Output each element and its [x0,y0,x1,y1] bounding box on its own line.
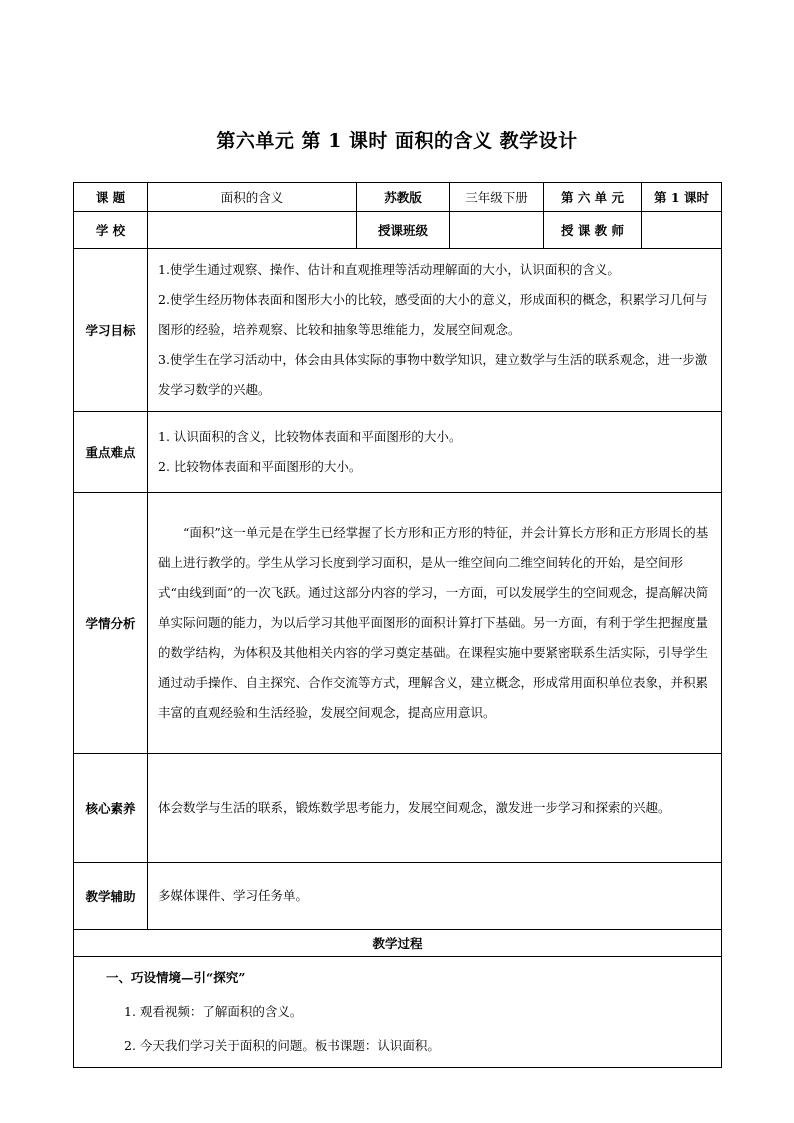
teacher-label: 授 课 教 师 [544,212,642,249]
process-row [74,957,722,1068]
aids-text: 多媒体课件、学习任务单。 [158,888,309,903]
header-row-topic [74,183,722,212]
unit: 第 六 单 元 [544,183,642,212]
school-label: 学 校 [74,212,148,249]
header-row-school [74,212,722,249]
core-label: 核心素养 [74,754,148,863]
core-row [74,754,722,863]
school-value [148,212,357,249]
key-points-content [148,412,722,493]
core-content [148,754,722,863]
lesson-plan-table [73,182,722,1068]
analysis-row [74,493,722,754]
process-section-title: 一、巧设情境—引“探究” [106,970,246,985]
objective-item: 3.使学生在学习活动中，体会由具体实际的事物中数学知识，建立数学与生活的联系观念，进一步激发学习数学的兴趣。 [158,352,708,397]
objectives-row [74,249,722,412]
process-content [74,957,722,1068]
document-title: 第六单元 第 1 课时 面积的含义 教学设计 [216,130,578,152]
process-step: 2. 今天我们学习关于面积的问题。板书课题：认识面积。 [124,1038,440,1053]
key-point-item: 1. 认识面积的含义，比较物体表面和平面图形的大小。 [158,429,462,444]
analysis-text: “面积”这一单元是在学生已经掌握了长方形和正方形的特征，并会计算长方形和正方形周长的基础上进行教学的。学生从学习长度到学习面积，是从一维空间向二维空间转化的开始，是空间形式“由线到面”的一次飞跃。通过这部分内容的学习，一方面，可以发展学生的空间观念，提高解决简单实际问题的能力，为以后学习其他平面图形的面积计算打下基础。另一方面，有利于学生把握度量的数学结构，为体积及其他相关内容的学习奠定基础。在课程实施中要紧密联系生活实际，引导学生通过动手操作、自主探究、合作交流等方式，理解含义，建立概念，形成常用面积单位表象，并积累丰富的直观经验和生活经验，发展空间观念，提高应用意识。 [158,525,709,720]
core-text: 体会数学与生活的联系，锻炼数学思考能力，发展空间观念，激发进一步学习和探索的兴趣。 [158,800,671,815]
key-points-label: 重点难点 [74,412,148,493]
teacher-value [642,212,722,249]
process-label: 教学过程 [74,930,722,957]
analysis-content [148,493,722,754]
key-point-item: 2. 比较物体表面和平面图形的大小。 [158,459,362,474]
topic-value: 面积的含义 [148,183,357,212]
lesson-number: 第 1 课时 [642,183,722,212]
process-header-row [74,930,722,957]
objective-item: 2.使学生经历物体表面和图形大小的比较，感受面的大小的意义，形成面积的概念，积累学习几何与图形的经验，培养观察、比较和抽象等思维能力，发展空间观念。 [158,292,708,337]
analysis-label: 学情分析 [74,493,148,754]
aids-label: 教学辅助 [74,863,148,930]
objectives-label: 学习目标 [74,249,148,412]
key-points-row [74,412,722,493]
grade: 三年级下册 [450,183,544,212]
class-label: 授课班级 [357,212,450,249]
publisher: 苏教版 [357,183,450,212]
process-step: 1. 观看视频：了解面积的含义。 [124,1004,303,1019]
topic-label: 课 题 [74,183,148,212]
objectives-content [148,249,722,412]
aids-row [74,863,722,930]
aids-content [148,863,722,930]
objective-item: 1.使学生通过观察、操作、估计和直观推理等活动理解面的大小，认识面积的含义。 [158,262,620,277]
class-value [450,212,544,249]
